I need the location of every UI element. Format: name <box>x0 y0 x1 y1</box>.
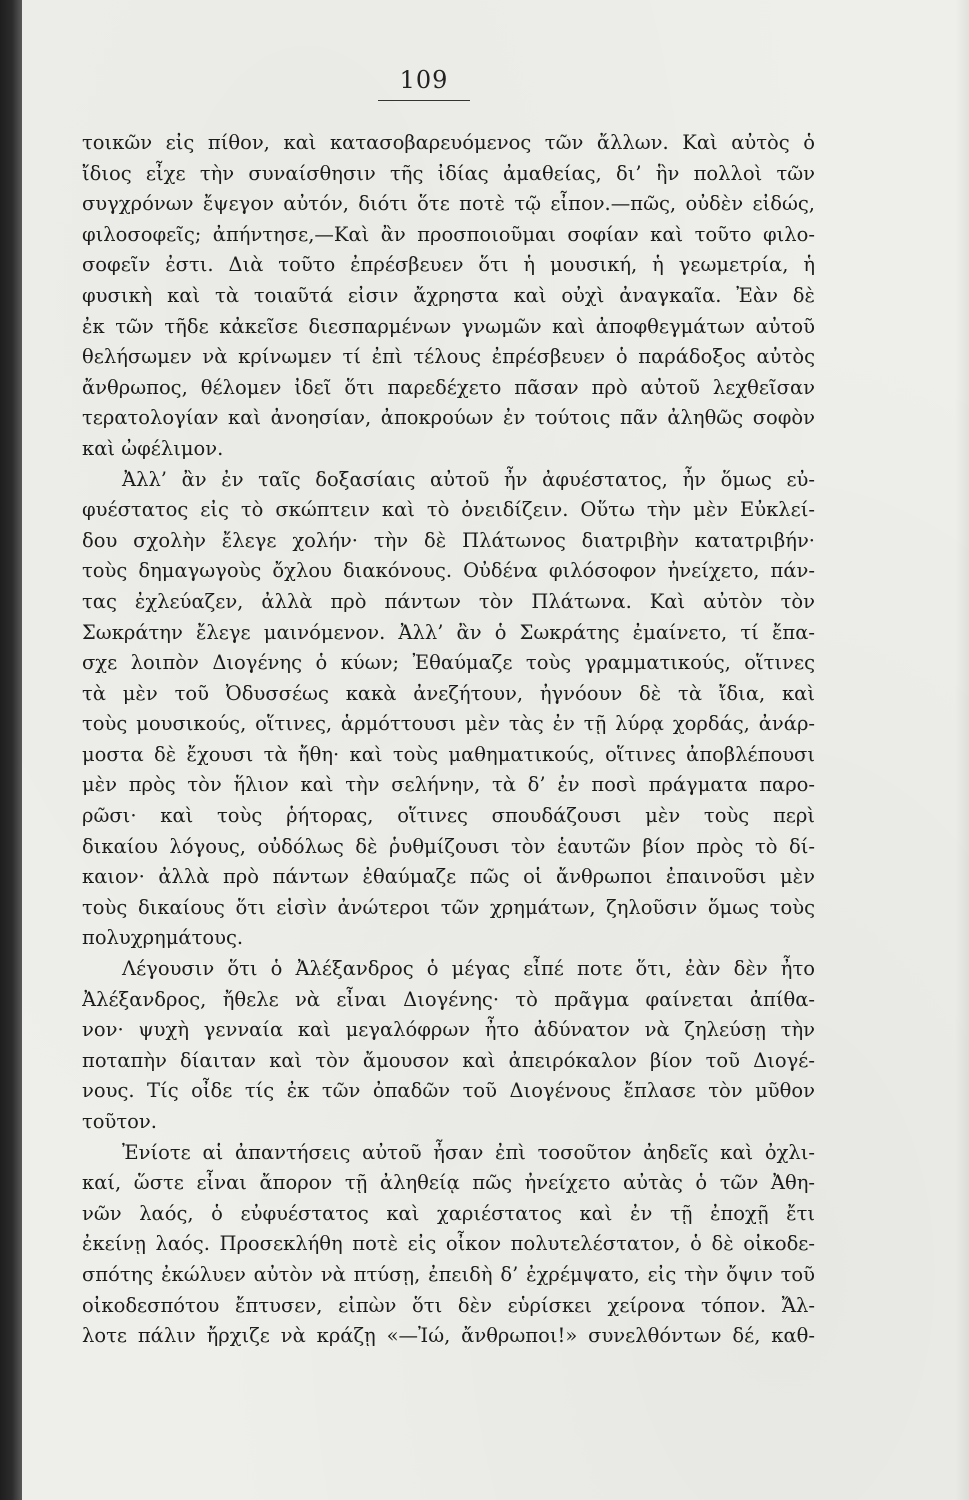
text-line: σοφεῖν ἐστι. Διὰ τοῦτο ἐπρέσβευεν ὅτι ἡ μουσική, ἡ γεωμετρία, ἡ <box>82 253 815 277</box>
text-line: Ἀλλ’ ἂν ἐν ταῖς δοξασίαις αὐτοῦ ἦν ἀφυέστατος, ἦν ὅμως εὐ- <box>122 467 815 491</box>
text-line: δικαίου λόγους, οὐδόλως δὲ ῥυθμίζουσι τὸν ἑαυτῶν βίον πρὸς τὸ δί- <box>82 834 815 858</box>
text-line: νῶν λαός, ὁ εὐφυέστατος καὶ χαριέστατος καὶ ἐν τῇ ἐποχῇ ἔτι <box>82 1201 815 1225</box>
text-line: Λέγουσιν ὅτι ὁ Ἀλέξανδρος ὁ μέγας εἶπέ ποτε ὅτι, ἐὰν δὲν ἦτο <box>122 957 815 981</box>
text-line: τοὺς δημαγωγοὺς ὄχλου διακόνους. Οὐδένα φιλόσοφον ἠνείχετο, πάν- <box>82 559 815 583</box>
text-line: τερατολογίαν καὶ ἀνοησίαν, ἀποκρούων ἐν τούτοις πᾶν ἀληθῶς σοφὸν <box>82 406 815 430</box>
page-edge-shadow <box>955 0 969 1500</box>
binding-edge <box>0 0 22 1500</box>
page-number-rule <box>378 100 470 101</box>
text-line: νους. Τίς οἶδε τίς ἐκ τῶν ὀπαδῶν τοῦ Διογένους ἔπλασε τὸν μῦθον <box>82 1079 815 1103</box>
body-text <box>82 128 815 1352</box>
text-line: μὲν πρὸς τὸν ἥλιον καὶ τὴν σελήνην, τὰ δ’ ἐν ποσὶ πράγματα παρο- <box>82 773 815 797</box>
text-line: συγχρόνων ἔψεγον αὐτόν, διότι ὅτε ποτὲ τῷ εἶπον.—πῶς, οὐδὲν εἰδώς, <box>82 192 815 216</box>
text-line: Ἐνίοτε αἱ ἀπαντήσεις αὐτοῦ ἦσαν ἐπὶ τοσοῦτον ἀηδεῖς καὶ ὀχλι- <box>122 1140 815 1164</box>
text-line: ποταπὴν δίαιταν καὶ τὸν ἄμουσον καὶ ἀπειρόκαλον βίον τοῦ Διογέ- <box>82 1048 815 1072</box>
text-line: Ἀλέξανδρος, ἤθελε νὰ εἶναι Διογένης· τὸ πρᾶγμα φαίνεται ἀπίθα- <box>82 987 815 1011</box>
text-line: νον· ψυχὴ γενναία καὶ μεγαλόφρων ἦτο ἀδύνατον νὰ ζηλεύσῃ τὴν <box>82 1018 815 1042</box>
text-line: Σωκράτην ἔλεγε μαινόμενον. Ἀλλ’ ἂν ὁ Σωκράτης ἐμαίνετο, τί ἔπα- <box>82 620 815 644</box>
text-line: λοτε πάλιν ἤρχιζε νὰ κράζῃ «—Ἰώ, ἄνθρωποι!» συνελθόντων δέ, καθ- <box>82 1324 815 1348</box>
page-number: 109 <box>399 66 449 94</box>
text-line: τοὺς μουσικούς, οἵτινες, ἁρμόττουσι μὲν τὰς ἐν τῇ λύρᾳ χορδάς, ἀνάρ- <box>82 712 815 736</box>
text-line: μοστα δὲ ἔχουσι τὰ ἤθη· καὶ τοὺς μαθηματικούς, οἵτινες ἀποβλέπουσι <box>82 742 815 766</box>
text-line: θελήσωμεν νὰ κρίνωμεν τί ἐπὶ τέλους ἐπρέσβευεν ὁ παράδοξος αὐτὸς <box>82 345 815 369</box>
text-line: πολυχρημάτους. <box>82 926 244 950</box>
text-line: φιλοσοφεῖς; ἀπήντησε,—Καὶ ἂν προσποιοῦμαι σοφίαν καὶ τοῦτο φιλο- <box>82 222 815 246</box>
text-line: οἰκοδεσπότου ἔπτυσεν, εἰπὼν ὅτι δὲν εὑρίσκει χείρονα τόπον. Ἄλ- <box>82 1293 815 1317</box>
text-line: τας ἐχλεύαζεν, ἀλλὰ πρὸ πάντων τὸν Πλάτωνα. Καὶ αὐτὸν τὸν <box>82 589 815 613</box>
text-line: τοικῶν εἰς πίθον, καὶ κατασοβαρευόμενος τῶν ἄλλων. Καὶ αὐτὸς ὁ <box>82 131 815 154</box>
text-line: φυέστατος εἰς τὸ σκώπτειν καὶ τὸ ὀνειδίζειν. Οὕτω τὴν μὲν Εὐκλεί- <box>82 498 815 522</box>
text-line: καί, ὥστε εἶναι ἄπορον τῇ ἀληθείᾳ πῶς ἠνείχετο αὐτὰς ὁ τῶν Ἀθη- <box>82 1171 815 1195</box>
text-line: ἐκ τῶν τῆδε κἀκεῖσε διεσπαρμένων γνωμῶν καὶ ἀποφθεγμάτων αὐτοῦ <box>82 314 815 338</box>
text-line: ἄνθρωπος, θέλομεν ἰδεῖ ὅτι παρεδέχετο πᾶσαν πρὸ αὐτοῦ λεχθεῖσαν <box>82 375 815 399</box>
text-line: καιον· ἀλλὰ πρὸ πάντων ἐθαύμαζε πῶς οἱ ἄνθρωποι ἐπαινοῦσι μὲν <box>82 865 815 889</box>
text-line: τὰ μὲν τοῦ Ὀδυσσέως κακὰ ἀνεζήτουν, ἠγνόουν δὲ τὰ ἴδια, καὶ <box>82 681 815 705</box>
text-line: ἴδιος εἶχε τὴν συναίσθησιν τῆς ἰδίας ἀμαθείας, δι’ ἣν πολλοὶ τῶν <box>82 161 815 185</box>
text-line: σχε λοιπὸν Διογένης ὁ κύων; Ἐθαύμαζε τοὺς γραμματικούς, οἵτινες <box>82 651 815 675</box>
text-line: τοὺς δικαίους ὅτι εἰσὶν ἀνώτεροι τῶν χρημάτων, ζηλοῦσιν ὅμως τοὺς <box>82 895 815 919</box>
text-line: δου σχολὴν ἔλεγε χολήν· τὴν δὲ Πλάτωνος διατριβὴν κατατριβήν· <box>82 528 815 552</box>
text-line: τοῦτον. <box>82 1110 157 1133</box>
text-line: καὶ ὠφέλιμον. <box>82 436 224 460</box>
text-line: ἐκείνῃ λαός. Προσεκλήθη ποτὲ εἰς οἶκον πολυτελέστατον, ὁ δὲ οἰκοδε- <box>82 1232 815 1256</box>
text-line: φυσικὴ καὶ τὰ τοιαῦτά εἰσιν ἄχρηστα καὶ οὐχὶ ἀναγκαῖα. Ἐὰν δὲ <box>82 283 815 307</box>
text-line: ρῶσι· καὶ τοὺς ῥήτορας, οἵτινες σπουδάζουσι μὲν τοὺς περὶ <box>82 804 815 828</box>
book-page <box>22 0 969 1500</box>
text-line: σπότης ἐκώλυεν αὐτὸν νὰ πτύσῃ, ἐπειδὴ δ’ ἐχρέμψατο, εἰς τὴν ὄψιν τοῦ <box>82 1262 815 1286</box>
